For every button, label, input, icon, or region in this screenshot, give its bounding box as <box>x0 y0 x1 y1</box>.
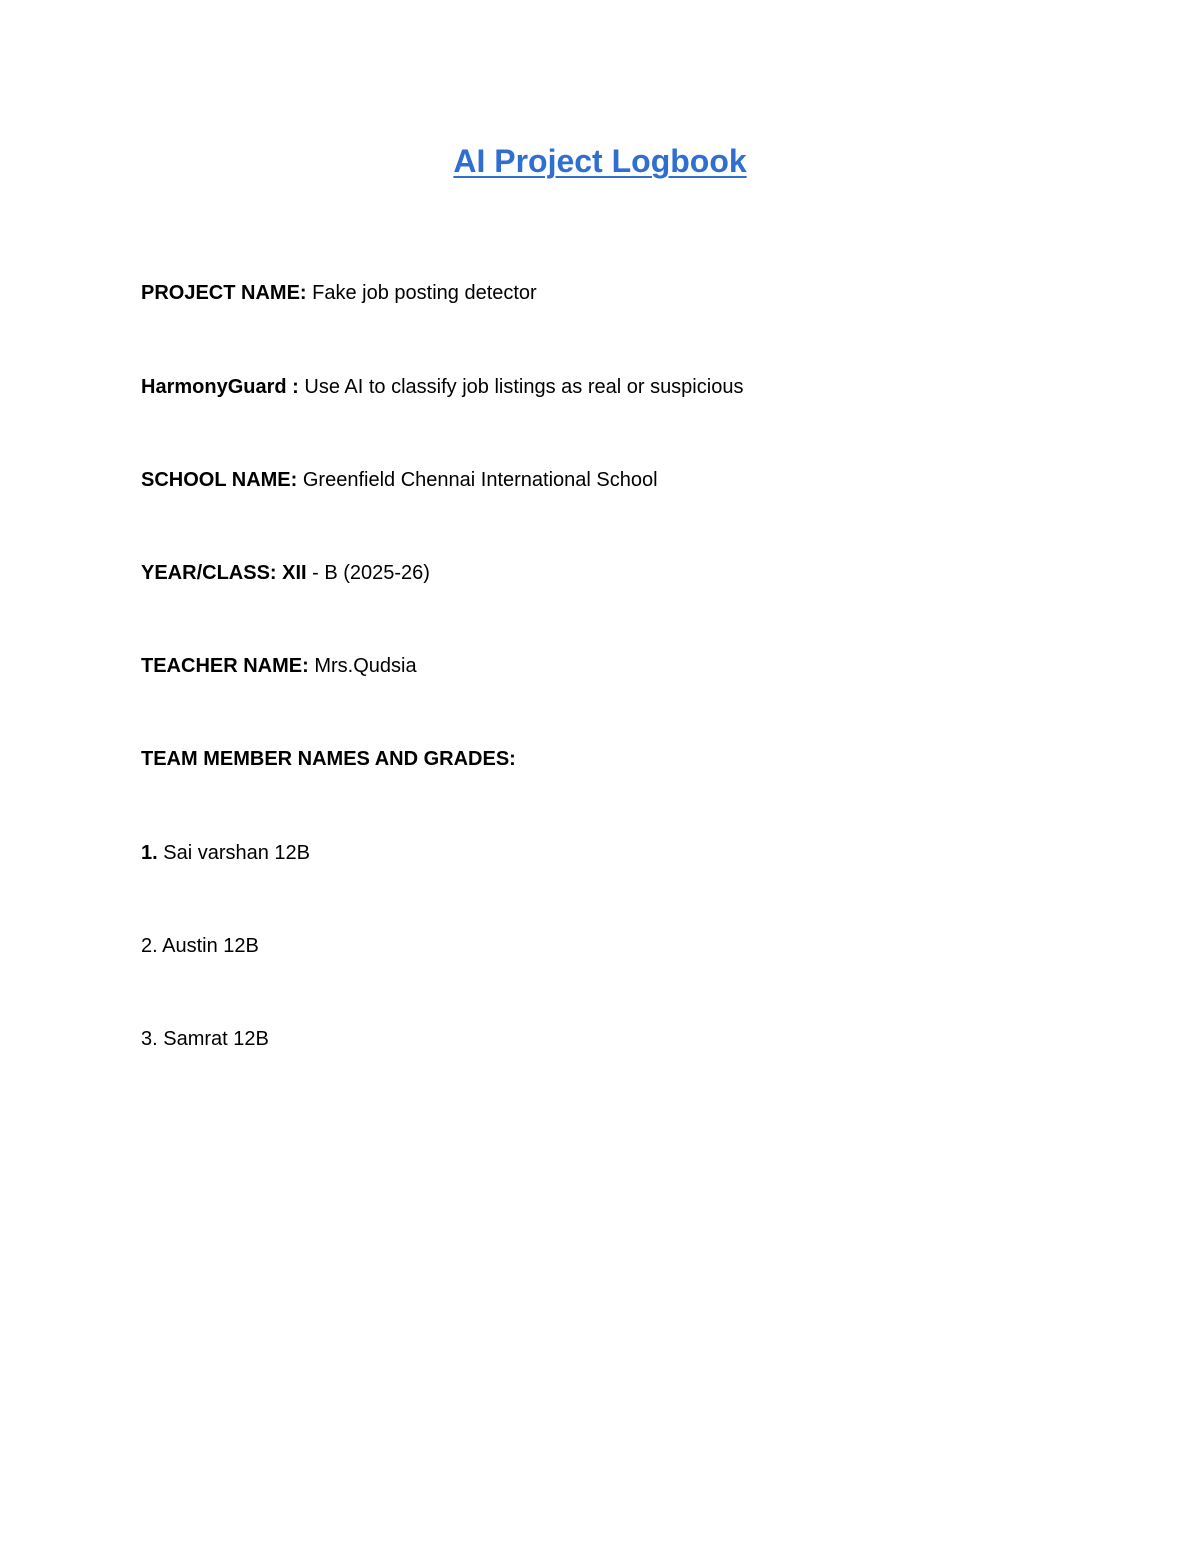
teacher-name-value: Mrs.Qudsia <box>308 655 417 677</box>
school-name-line <box>141 466 658 494</box>
teacher-name-label: TEACHER NAME: <box>141 655 309 677</box>
team-member-name: Austin 12B <box>157 935 259 957</box>
team-member-name: Samrat 12B <box>157 1028 269 1050</box>
team-member-item <box>141 932 259 960</box>
project-name-line <box>141 279 537 307</box>
team-member-number: 3. <box>141 1028 158 1050</box>
school-name-label: SCHOOL NAME: <box>141 469 298 491</box>
team-heading-label: TEAM MEMBER NAMES AND GRADES: <box>141 748 516 770</box>
school-name-value: Greenfield Chennai International School <box>297 469 658 491</box>
project-name-value: Fake job posting detector <box>306 282 537 304</box>
team-member-name: Sai varshan 12B <box>157 842 311 864</box>
teacher-name-line <box>141 652 417 680</box>
year-class-label: YEAR/CLASS: XII <box>141 562 307 584</box>
harmony-guard-label: HarmonyGuard : <box>141 376 299 398</box>
harmony-guard-line <box>141 373 743 401</box>
team-member-number: 2. <box>141 935 158 957</box>
year-class-value: - B (2025-26) <box>306 562 430 584</box>
year-class-line <box>141 559 430 587</box>
team-member-item <box>141 839 310 867</box>
project-name-label: PROJECT NAME: <box>141 282 307 304</box>
harmony-guard-value: Use AI to classify job listings as real or suspicious <box>298 376 744 398</box>
team-member-item <box>141 1025 269 1053</box>
team-heading <box>141 745 516 773</box>
team-member-number: 1. <box>141 842 158 864</box>
document-title: AI Project Logbook <box>453 143 747 179</box>
